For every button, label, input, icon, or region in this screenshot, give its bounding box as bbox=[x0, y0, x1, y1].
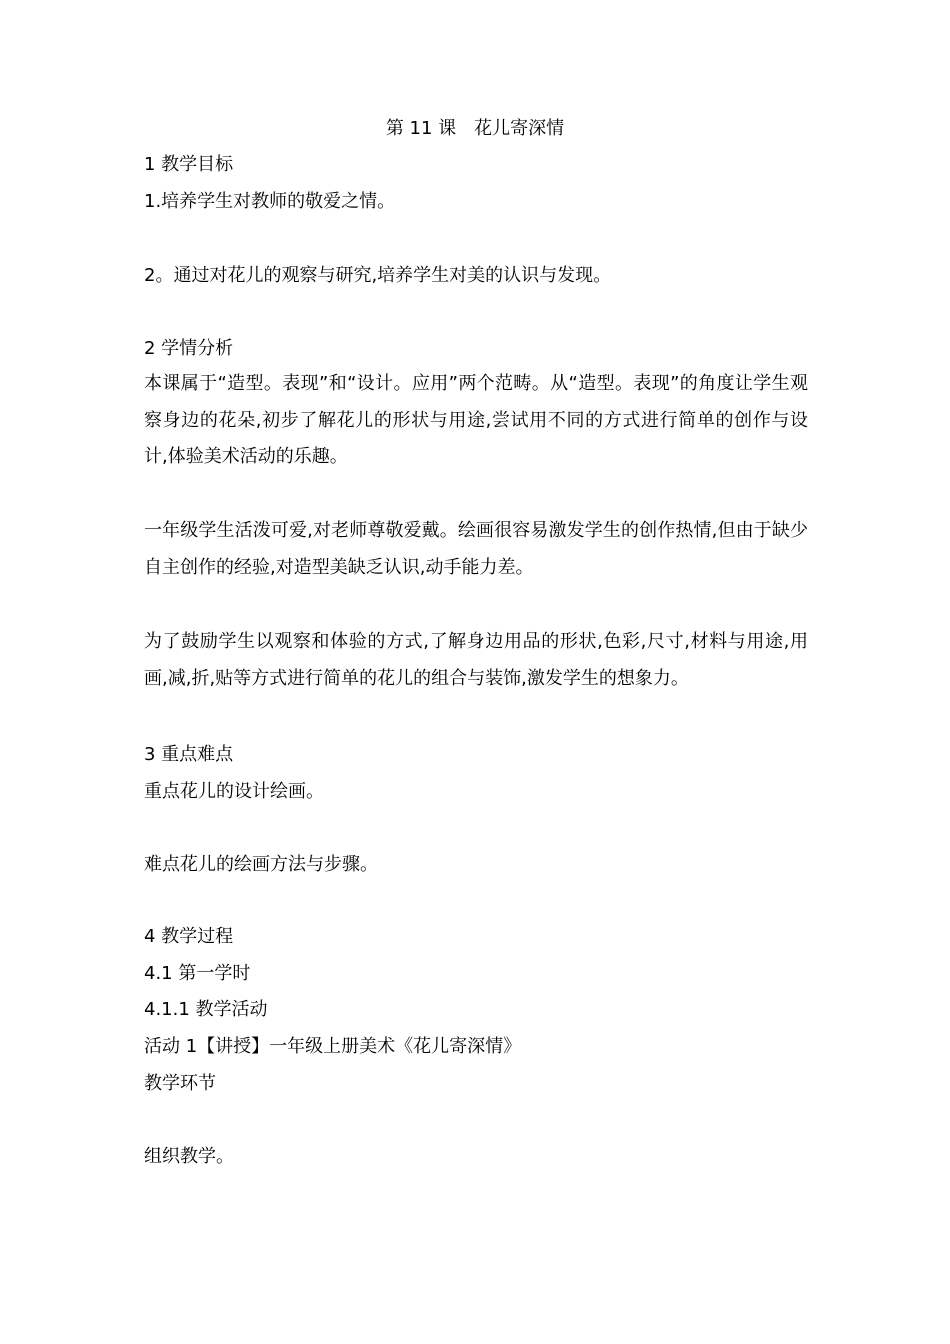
process-subheading-2: 4.1.1 教学活动 bbox=[144, 999, 268, 1020]
analysis-paragraph-1: 本课属于“造型。表现”和“设计。应用”两个范畴。从“造型。表现”的角度让学生观察身边的花朵,初步了解花儿的形状与用途,尝试用不同的方式进行简单的创作与设计,体验美术活动的乐趣。 bbox=[144, 373, 808, 467]
goal-item-2: 2。通过对花儿的观察与研究,培养学生对美的认识与发现。 bbox=[144, 265, 612, 286]
section-heading-analysis: 2 学情分析 bbox=[144, 338, 234, 359]
teaching-step: 组织教学。 bbox=[144, 1146, 234, 1167]
process-subheading-1: 4.1 第一学时 bbox=[144, 963, 251, 984]
key-point-item: 重点花儿的设计绘画。 bbox=[144, 781, 324, 802]
section-heading-goals: 1 教学目标 bbox=[144, 154, 234, 175]
section-heading-process: 4 教学过程 bbox=[144, 926, 234, 947]
analysis-paragraph-2: 一年级学生活泼可爱,对老师尊敬爱戴。绘画很容易激发学生的创作热情,但由于缺少自主创作的经验,对造型美缺乏认识,动手能力差。 bbox=[144, 520, 808, 578]
teaching-phase-label: 教学环节 bbox=[144, 1073, 216, 1094]
analysis-paragraph-3: 为了鼓励学生以观察和体验的方式,了解身边用品的形状,色彩,尺寸,材料与用途,用画,减,折,贴等方式进行简单的花儿的组合与装饰,激发学生的想象力。 bbox=[144, 631, 808, 689]
lesson-title: 第 11 课 花儿寄深情 bbox=[385, 118, 565, 139]
difficulty-item: 难点花儿的绘画方法与步骤。 bbox=[144, 854, 378, 875]
goal-item-1: 1.培养学生对教师的敬爱之情。 bbox=[144, 191, 396, 212]
activity-line: 活动 1【讲授】一年级上册美术《花儿寄深情》 bbox=[144, 1036, 522, 1057]
section-heading-key-points: 3 重点难点 bbox=[144, 744, 234, 765]
